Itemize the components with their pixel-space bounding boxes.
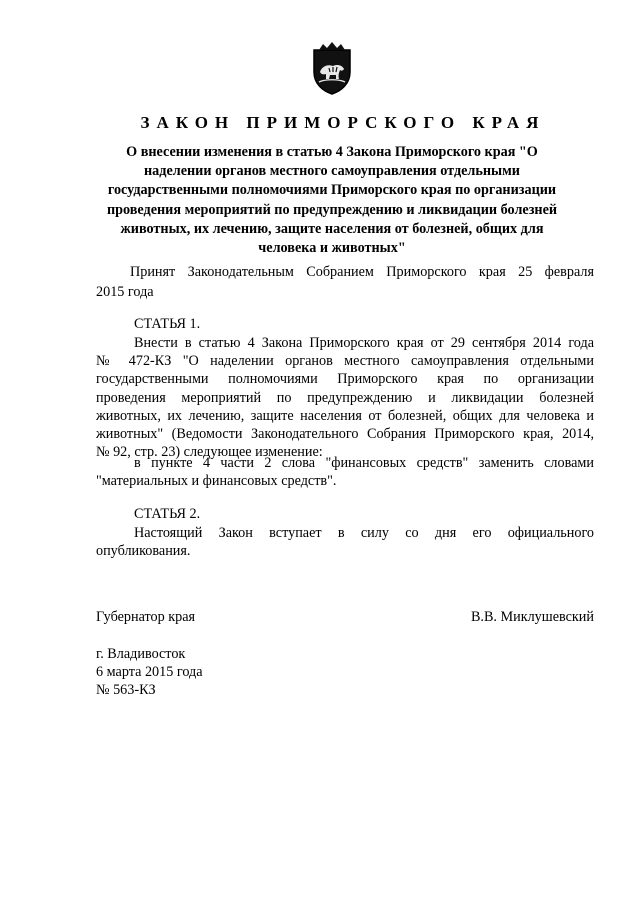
signatory-name: В.В. Миклушевский (470, 609, 594, 625)
adoption-line: Принят Законодательным Собранием Приморского края 25 февраля (130, 264, 594, 280)
subtitle-line: человека и животных" (258, 240, 406, 257)
law-title: ЗАКОН ПРИМОРСКОГО КРАЯ (140, 113, 546, 132)
subtitle-line: проведения мероприятий по предупреждению и ликвидации болезней (106, 201, 558, 218)
paragraph-line: животных" (Ведомости Законодательного Собрания Приморского края, 2014, (96, 426, 594, 443)
coat-of-arms-icon (311, 42, 353, 96)
article-1-paragraph-2 (96, 454, 594, 490)
paragraph-line: животных, их лечению, защите населения от болезней, общих для человека и (96, 407, 594, 424)
article-2-paragraph (96, 524, 594, 560)
adoption-line: 2015 года (96, 283, 154, 300)
paragraph-line: "материальных и финансовых средств". (96, 473, 337, 490)
signature-block (96, 609, 594, 626)
article-1-heading: СТАТЬЯ 1. (134, 316, 201, 332)
document-footer (96, 645, 203, 699)
adoption-statement (96, 263, 594, 302)
paragraph-line: государственными полномочиями Приморского края по организации (96, 371, 594, 388)
footer-date: 6 марта 2015 года (96, 664, 203, 680)
paragraph-line: в пункте 4 части 2 слова "финансовых средств" заменить словами (134, 455, 594, 471)
subtitle-line: О внесении изменения в статью 4 Закона Приморского края "О (126, 144, 538, 160)
footer-city: г. Владивосток (96, 646, 186, 662)
paragraph-line: проведения мероприятий по предупреждению и ликвидации болезней (96, 389, 594, 406)
footer-number: № 563-КЗ (96, 682, 156, 698)
subtitle-line: животных, их лечению, защите населения от болезней, общих для (120, 220, 544, 237)
paragraph-line: опубликования. (96, 543, 191, 560)
subtitle-line: наделении органов местного самоуправления отдельными (144, 163, 520, 180)
article-1-paragraph-1 (96, 334, 594, 461)
paragraph-line: Настоящий Закон вступает в силу со дня его официального (134, 525, 594, 541)
paragraph-line: № 92, стр. 23) следующее изменение: (96, 444, 323, 461)
paragraph-line: № 472-КЗ "О наделении органов местного самоуправления отдельными (96, 353, 594, 370)
article-2-heading: СТАТЬЯ 2. (134, 506, 201, 522)
law-subtitle (97, 143, 567, 258)
paragraph-line: Внести в статью 4 Закона Приморского края от 29 сентября 2014 года (134, 335, 594, 351)
signatory-position: Губернатор края (96, 609, 196, 625)
subtitle-line: государственными полномочиями Приморского края по организации (107, 182, 557, 199)
